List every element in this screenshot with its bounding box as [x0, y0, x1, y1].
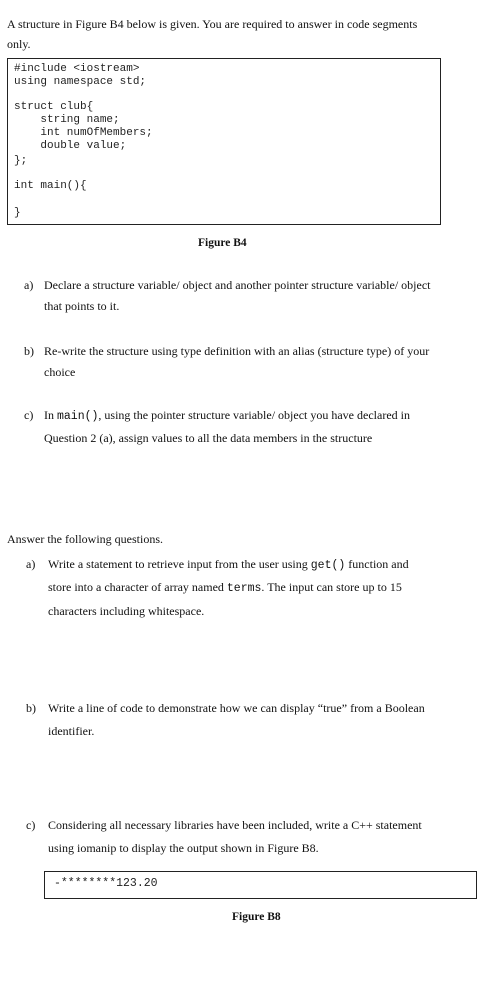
question-text-part: , using the pointer structure variable/ object you have declared in: [98, 408, 410, 422]
question-text: [48, 580, 402, 596]
question-label: a): [24, 278, 34, 292]
code-line: }: [14, 207, 21, 219]
code-line: using namespace std;: [14, 76, 147, 88]
question-text: Question 2 (a), assign values to all the data members in the structure: [44, 431, 373, 445]
question-text-part: function and: [348, 557, 409, 571]
question-text-part: store into a character of array named: [48, 580, 224, 594]
question-text: Re-write the structure using type definition with an alias (structure type) of your: [44, 344, 430, 358]
question-text: using iomanip to display the output shown in Figure B8.: [48, 841, 319, 855]
question-text: identifier.: [48, 724, 95, 738]
question-text-part: In: [44, 408, 54, 422]
question-text: characters including whitespace.: [48, 604, 205, 618]
question-label: c): [26, 818, 36, 832]
code-line: double value;: [14, 140, 127, 152]
inline-code: get(): [310, 559, 346, 572]
figure-b8-caption: Figure B8: [232, 911, 281, 923]
question-label: c): [24, 408, 34, 422]
inline-code: main(): [57, 410, 99, 423]
question-text: Considering all necessary libraries have been included, write a C++ statement: [48, 818, 422, 832]
question-text: choice: [44, 365, 76, 379]
question-label: a): [26, 557, 36, 571]
code-line: #include <iostream>: [14, 63, 140, 75]
question-text: Write a line of code to demonstrate how we can display “true” from a Boolean: [48, 701, 425, 715]
question-text: [48, 557, 409, 573]
intro-text-line-2: only.: [7, 37, 31, 51]
section-heading: Answer the following questions.: [7, 532, 163, 546]
code-line: int numOfMembers;: [14, 127, 153, 139]
question-label: b): [26, 701, 36, 715]
question-label: b): [24, 344, 34, 358]
code-line: string name;: [14, 114, 120, 126]
question-text: that points to it.: [44, 299, 120, 313]
question-text: [44, 408, 410, 424]
question-text-part: Write a statement to retrieve input from the user using: [48, 557, 308, 571]
intro-text-line-1: A structure in Figure B4 below is given. You are required to answer in code segments: [7, 17, 418, 31]
output-text: -********123.20: [54, 877, 158, 890]
code-line: int main(){: [14, 180, 87, 192]
inline-code: terms: [226, 582, 262, 595]
code-line: struct club{: [14, 101, 94, 113]
question-text-part: . The input can store up to 15: [261, 580, 402, 594]
question-text: Declare a structure variable/ object and another pointer structure variable/ object: [44, 278, 431, 292]
code-line: };: [14, 155, 28, 167]
figure-b4-caption: Figure B4: [198, 237, 247, 249]
